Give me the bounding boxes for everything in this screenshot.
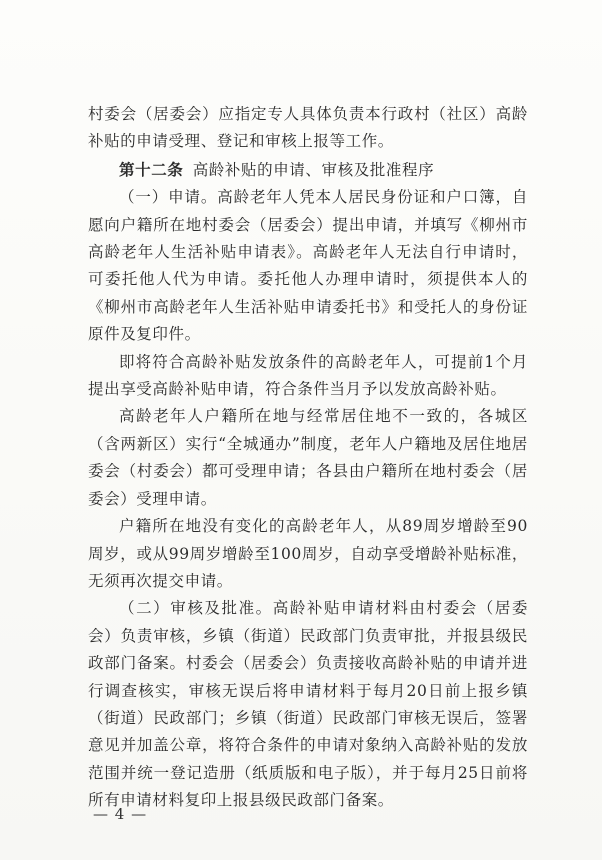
paragraph-age-increase: 户籍所在地没有变化的高龄老年人，从89周岁增龄至90周岁，或从99周岁增龄至100周岁，自动享受增龄补贴标准，无须再次提交申请。: [88, 517, 528, 590]
paragraph-review-approval: （二）审核及批准。高龄补贴申请材料由村委会（居委会）负责审核，乡镇（街道）民政部门负责审批，并报县级民政部门备案。村委会（居委会）负责接收高龄补贴的申请并进行调查核实，审核无误后将申请材料于每月20日前上报乡镇（街道）民政部门；乡镇（街道）民政部门审核无误后，签署意见并加盖公章，将符合条件的申请对象纳入高龄补贴的发放范围并统一登记造册（纸质版和电子版），并于每月25日前将所有申请材料复印上报县级民政部门备案。: [88, 599, 528, 810]
paragraph-application: （一）申请。高龄老年人凭本人居民身份证和户口簿，自愿向户籍所在地村委会（居委会）提出申请，并填写《柳州市高龄老年人生活补贴申请表》。高龄老年人无法自行申请时，可委托他人代为申请。委托他人办理申请时，须提供本人的《柳州市高龄老年人生活补贴申请委托书》和受托人的身份证原件及复印件。: [88, 188, 528, 344]
document-body: [88, 101, 528, 815]
paragraph-1: 村委会（居委会）应指定专人具体负责本行政村（社区）高龄补贴的申请受理、登记和审核上报等工作。: [88, 105, 528, 151]
article-heading: [88, 156, 528, 184]
article-number: 第十二条: [119, 159, 184, 179]
paragraph-advance-application: 即将符合高龄补贴发放条件的高龄老年人，可提前1个月提出享受高龄补贴申请，符合条件当月予以发放高龄补贴。: [88, 352, 528, 399]
page-number: — 4 —: [93, 805, 148, 823]
article-title: 高龄补贴的申请、审核及批准程序: [192, 160, 435, 179]
paragraph-residence: 高龄老年人户籍所在地与经常居住地不一致的，各城区（含两新区）实行“全城通办”制度，老年人户籍地及居住地居委会（村委会）都可受理申请；各县由户籍所在地村委会（居委会）受理申请。: [88, 407, 528, 508]
